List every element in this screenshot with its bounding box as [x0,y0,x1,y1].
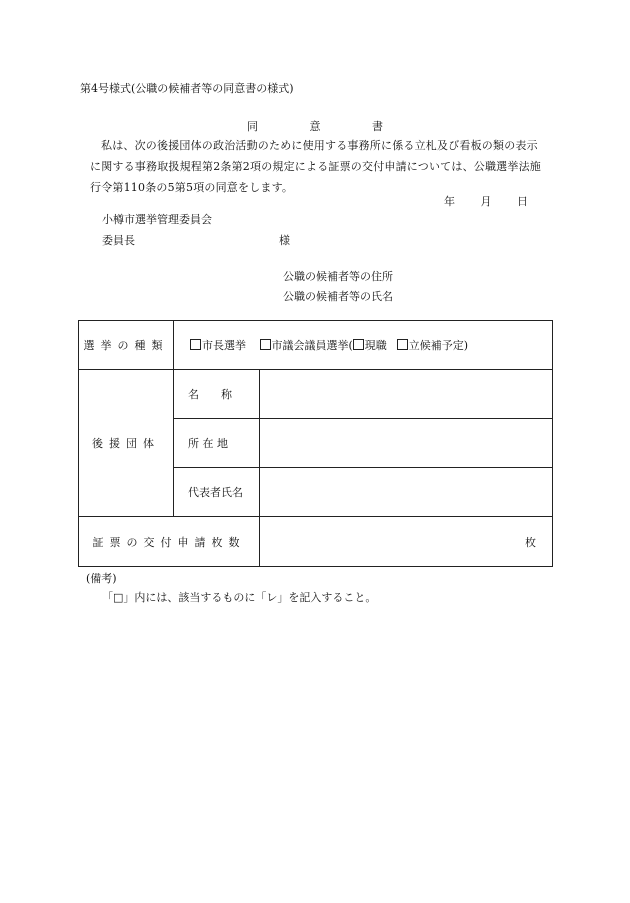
notes-text: 「□」内には、該当するものに「レ」を記入すること。 [102,591,377,604]
representative-label: 代表者氏名 [174,468,260,517]
count-unit: 枚 [525,535,536,549]
election-type-row [79,321,553,370]
option-candidate[interactable] [397,337,468,353]
group-name-label: 名 称 [174,370,260,419]
checkbox-icon[interactable] [353,339,364,350]
checkbox-icon[interactable] [260,339,271,350]
date-year: 年 [444,195,455,208]
group-name-field[interactable] [260,370,553,419]
option-council[interactable] [260,337,353,353]
title-char-3: 書 [372,120,383,133]
representative-field[interactable] [260,468,553,517]
election-type-label: 選挙の種類 [79,321,174,370]
addressee-honorific: 様 [279,234,290,247]
form-number-title: 第4号様式(公職の候補者等の同意書の様式) [80,82,294,95]
option-incumbent[interactable] [353,337,387,353]
consent-form-table [78,320,553,567]
addressee-chair: 委員長 [102,234,135,247]
date-line [444,193,528,209]
title-char-1: 同 [247,120,258,133]
certificate-count-field[interactable] [260,517,553,567]
option-incumbent-label: 現職 [364,339,387,352]
option-candidate-label: 立候補予定) [408,339,469,352]
candidate-name-label: 公職の候補者等の氏名 [283,290,393,303]
addressee-committee: 小樽市選挙管理委員会 [102,213,212,226]
option-mayor-label: 市長選挙 [202,339,246,352]
option-mayor[interactable] [190,337,246,353]
document-title [0,118,630,134]
candidate-address-label: 公職の候補者等の住所 [283,270,393,283]
notes-heading: (備考) [86,572,117,585]
group-location-label: 所 在 地 [174,419,260,468]
checkbox-icon[interactable] [397,339,408,350]
title-char-2: 意 [309,120,321,133]
certificate-count-label: 証票の交付申請枚数 [79,517,260,567]
certificate-count-row [79,517,553,567]
date-day: 日 [517,195,528,208]
group-location-field[interactable] [260,419,553,468]
group-name-row [79,370,553,419]
election-type-options [174,321,553,370]
checkbox-icon[interactable] [190,339,201,350]
support-group-label: 後援団体 [79,370,174,517]
consent-body-text: 私は、次の後援団体の政治活動のために使用する事務所に係る立札及び看板の類の表示に関する事務取扱規程第2条第2項の規定による証票の交付申請については、公職選挙法施行令第110条の5第5項の同意をします。 [90,139,541,194]
option-council-label: 市議会議員選挙( [271,339,353,352]
date-month: 月 [480,195,492,208]
